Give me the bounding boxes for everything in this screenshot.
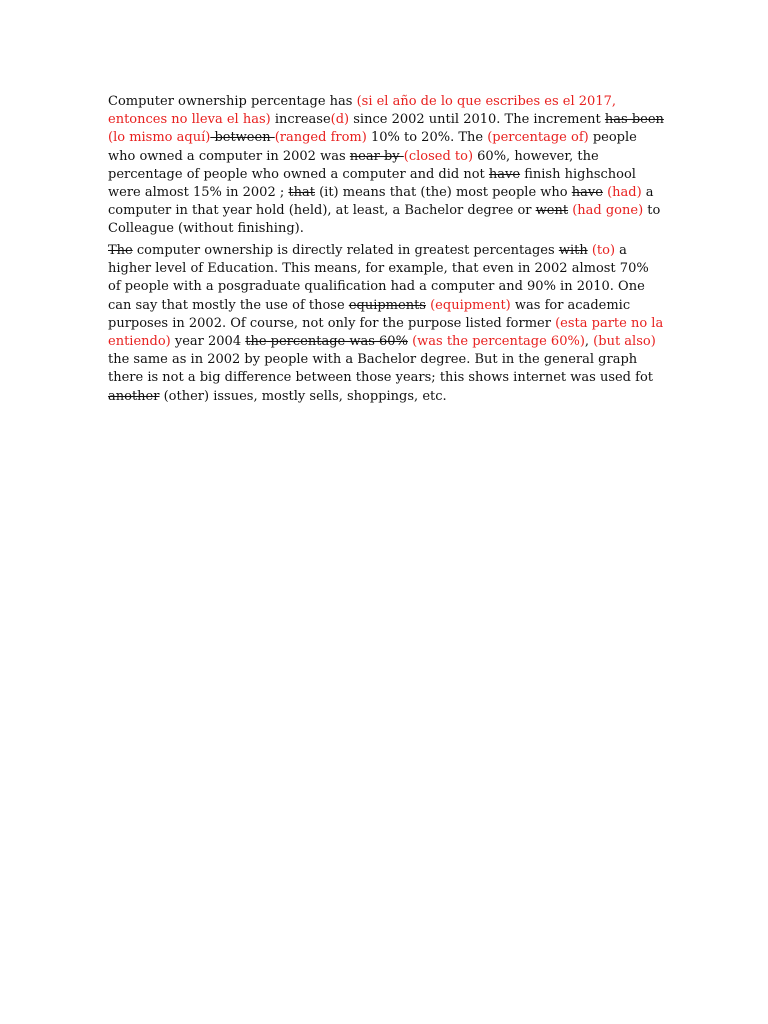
body-text: increase: [270, 112, 331, 128]
correction-text: (d): [330, 112, 350, 128]
paragraph-2: [108, 242, 664, 406]
body-text: a higher level of Education. This means, for example, that even in 2002 almost 70% of people with a posgraduate qualification had a computer and 90% in 2010. One can say that mostly the use of those: [108, 243, 649, 313]
body-text: (it) means that (the) most people who: [314, 185, 572, 201]
correction-text: (lo mismo aquí): [108, 130, 211, 146]
body-text: was for academic purposes in 2002. Of course, not only for the purpose listed former: [108, 297, 631, 331]
struck-text: with: [558, 243, 588, 258]
body-text: people who owned a computer in 2002 was: [108, 130, 637, 164]
struck-text: between: [210, 130, 275, 146]
correction-text: (but also): [593, 334, 656, 350]
struck-text: The: [108, 243, 133, 258]
correction-text: (closed to): [403, 148, 474, 164]
struck-text: near by: [349, 148, 404, 164]
correction-text: (was the percentage 60%): [412, 334, 585, 350]
body-text: a computer in that year hold (held), at least, a Bachelor degree or: [108, 185, 654, 219]
correction-text: (percentage of): [487, 130, 589, 146]
struck-text: went: [535, 203, 569, 219]
struck-text: another: [108, 388, 160, 404]
body-text: year 2004: [170, 334, 246, 350]
struck-text: have: [488, 166, 521, 182]
body-text: 10% to 20%. The: [366, 130, 488, 146]
struck-text: has been: [604, 112, 664, 128]
correction-text: (equipment): [430, 297, 511, 313]
struck-text: have: [571, 185, 603, 201]
struck-text: that: [288, 185, 315, 201]
body-text: the same as in 2002 by people with a Bachelor degree. But in the general graph there is not a big difference between those years; this shows internet was used fot: [108, 352, 654, 386]
correction-text: (had gone): [572, 203, 644, 219]
body-text: (other) issues, mostly sells, shoppings, etc.: [159, 388, 447, 404]
correction-text: (si el año de lo que escribes es el 2017, entonces no lleva el has): [108, 94, 616, 128]
correction-text: (to): [591, 243, 616, 258]
body-text: since 2002 until 2010. The increment: [349, 112, 605, 128]
correction-text: (ranged from): [274, 130, 367, 146]
body-text: finish highschool were almost 15% in 2002 ;: [108, 166, 636, 201]
body-text: to Colleague (without finishing).: [108, 203, 661, 237]
correction-text: (esta parte no la entiendo): [108, 315, 664, 350]
paragraph-1: [108, 93, 664, 239]
body-text: Computer ownership percentage has: [108, 94, 357, 109]
body-text: 60%, however, the percentage of people who owned a computer and did not: [108, 148, 599, 182]
struck-text: equipments: [348, 297, 426, 313]
body-text: ,: [584, 334, 594, 350]
body-text: computer ownership is directly related in greatest percentages: [132, 243, 559, 258]
correction-text: (had): [607, 185, 642, 201]
struck-text: the percentage was 60%: [245, 334, 408, 350]
